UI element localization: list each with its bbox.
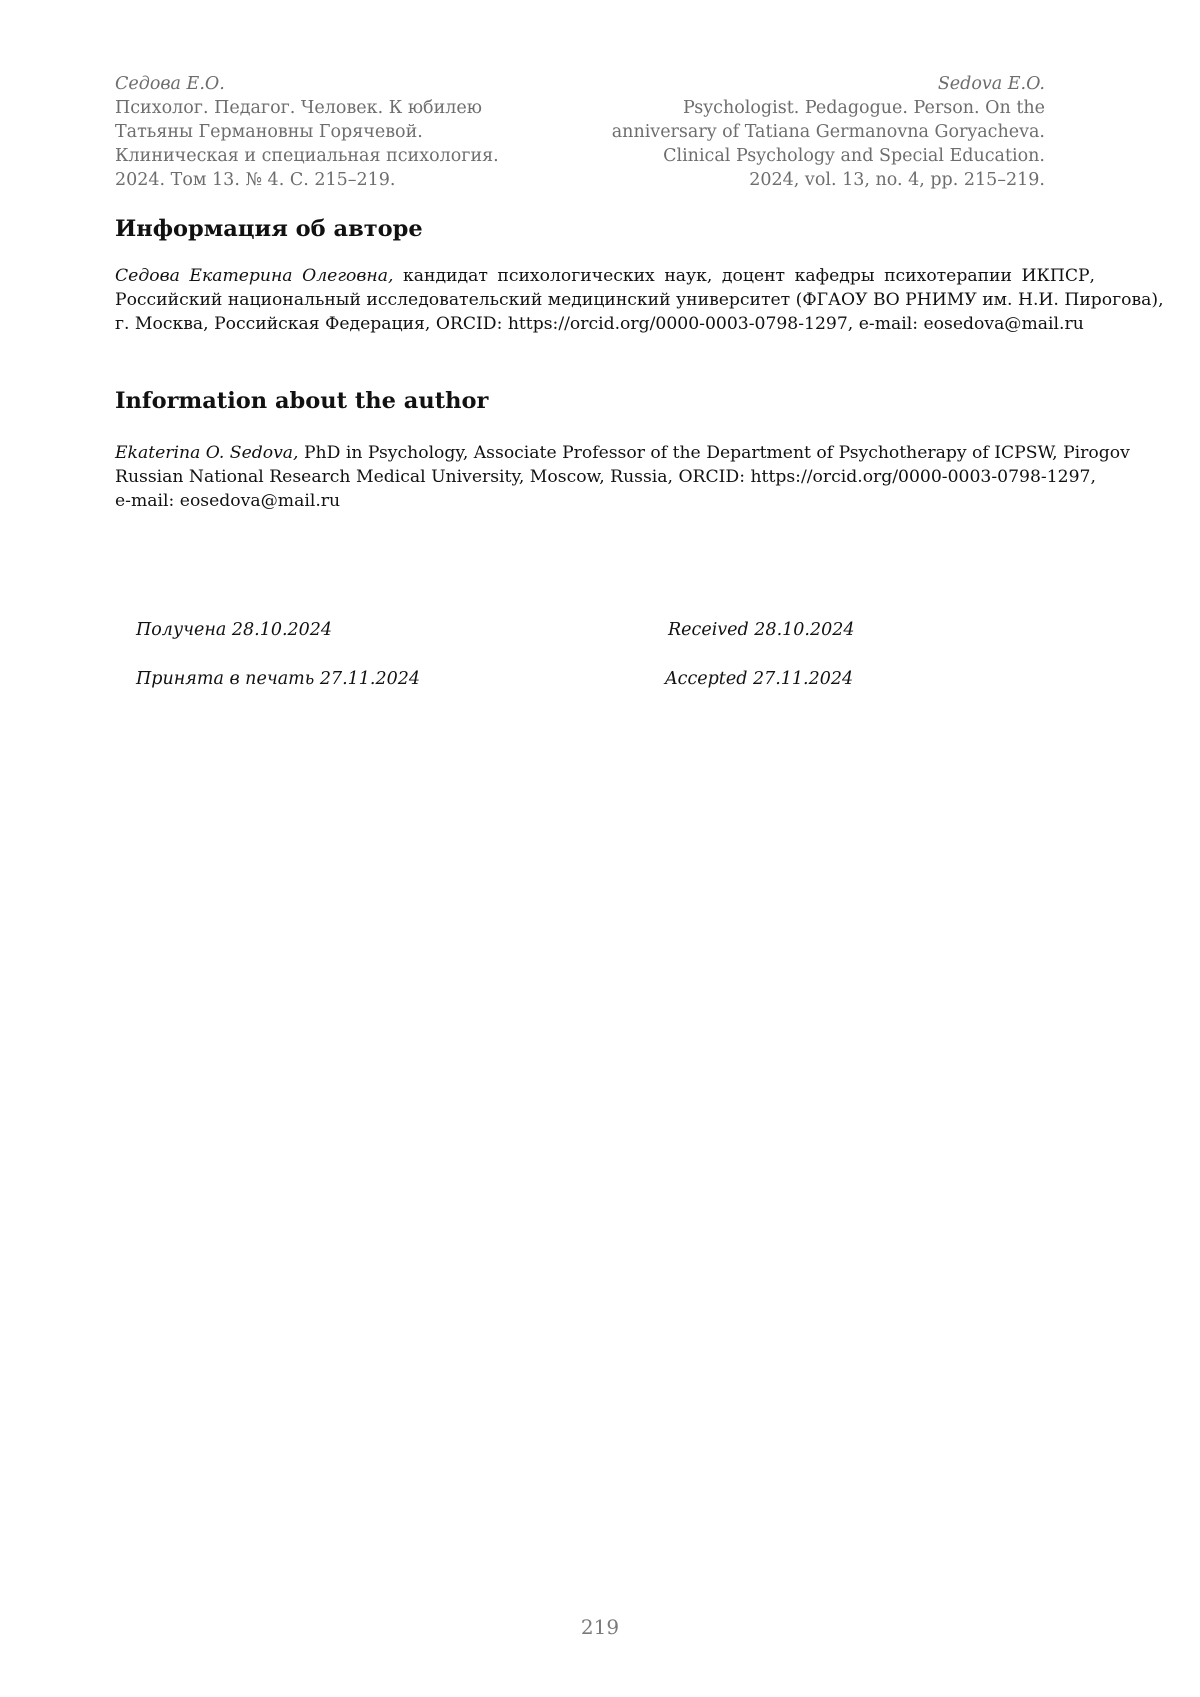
author-info-en-line-1 xyxy=(115,441,1130,465)
header-right-citation xyxy=(612,72,1045,192)
header-line-en-1: Psychologist. Pedagogue. Person. On the xyxy=(683,98,1045,118)
accepted-date-en: Accepted 27.11.2024 xyxy=(665,669,854,689)
author-name-en: Ekaterina O. Sedova, xyxy=(115,443,299,463)
author-info-body-en xyxy=(115,441,1130,513)
header-line-en-2: anniversary of Tatiana Germanovna Goryacheva. xyxy=(611,122,1045,142)
author-info-en-line-3: e-mail: eosedova@mail.ru xyxy=(115,491,341,511)
header-author-ru: Седова Е.О. xyxy=(115,74,225,94)
author-info-en-line-2: Russian National Research Medical University, Moscow, Russia, ORCID: https://orcid.org/0000-0003-0798-1297, xyxy=(115,467,1096,487)
header-author-en: Sedova E.O. xyxy=(937,74,1045,94)
author-affiliation-en-part-1: PhD in Psychology, Associate Professor of the Department of Psychotherapy of ICPSW, Pirogov xyxy=(298,443,1130,463)
header-line-en-4: 2024, vol. 13, no. 4, pp. 215–219. xyxy=(749,170,1045,190)
header-line-ru-2: Татьяны Германовны Горячевой. xyxy=(115,122,423,142)
author-info-ru-line-1 xyxy=(115,264,1095,288)
author-affiliation-ru-part-1: кандидат психологических наук, доцент кафедры психотерапии ИКПСР, xyxy=(393,266,1095,286)
author-name-ru: Седова Екатерина Олеговна, xyxy=(115,266,394,286)
author-info-ru-line-2: Российский национальный исследовательский медицинский университет (ФГАОУ ВО РНИМУ им. Н.И. Пирогова), xyxy=(115,290,1164,310)
author-info-ru-line-3: г. Москва, Российская Федерация, ORCID: https://orcid.org/0000-0003-0798-1297, e-mail: eosedova@mail.ru xyxy=(115,314,1084,334)
header-left-citation xyxy=(115,72,499,192)
received-date-ru: Получена 28.10.2024 xyxy=(136,620,333,640)
received-date-en: Received 28.10.2024 xyxy=(668,620,855,640)
running-header xyxy=(115,72,1045,192)
author-info-body-ru xyxy=(115,264,1164,336)
header-line-en-3: Clinical Psychology and Special Education. xyxy=(663,146,1045,166)
author-info-title-ru: Информация об авторе xyxy=(115,216,423,242)
page-number: 219 xyxy=(580,1615,620,1639)
header-line-ru-1: Психолог. Педагог. Человек. К юбилею xyxy=(115,98,482,118)
accepted-date-ru: Принята в печать 27.11.2024 xyxy=(136,669,421,689)
author-info-title-en: Information about the author xyxy=(115,388,489,414)
header-line-ru-4: 2024. Том 13. № 4. С. 215–219. xyxy=(115,170,396,190)
header-line-ru-3: Клиническая и специальная психология. xyxy=(115,146,499,166)
